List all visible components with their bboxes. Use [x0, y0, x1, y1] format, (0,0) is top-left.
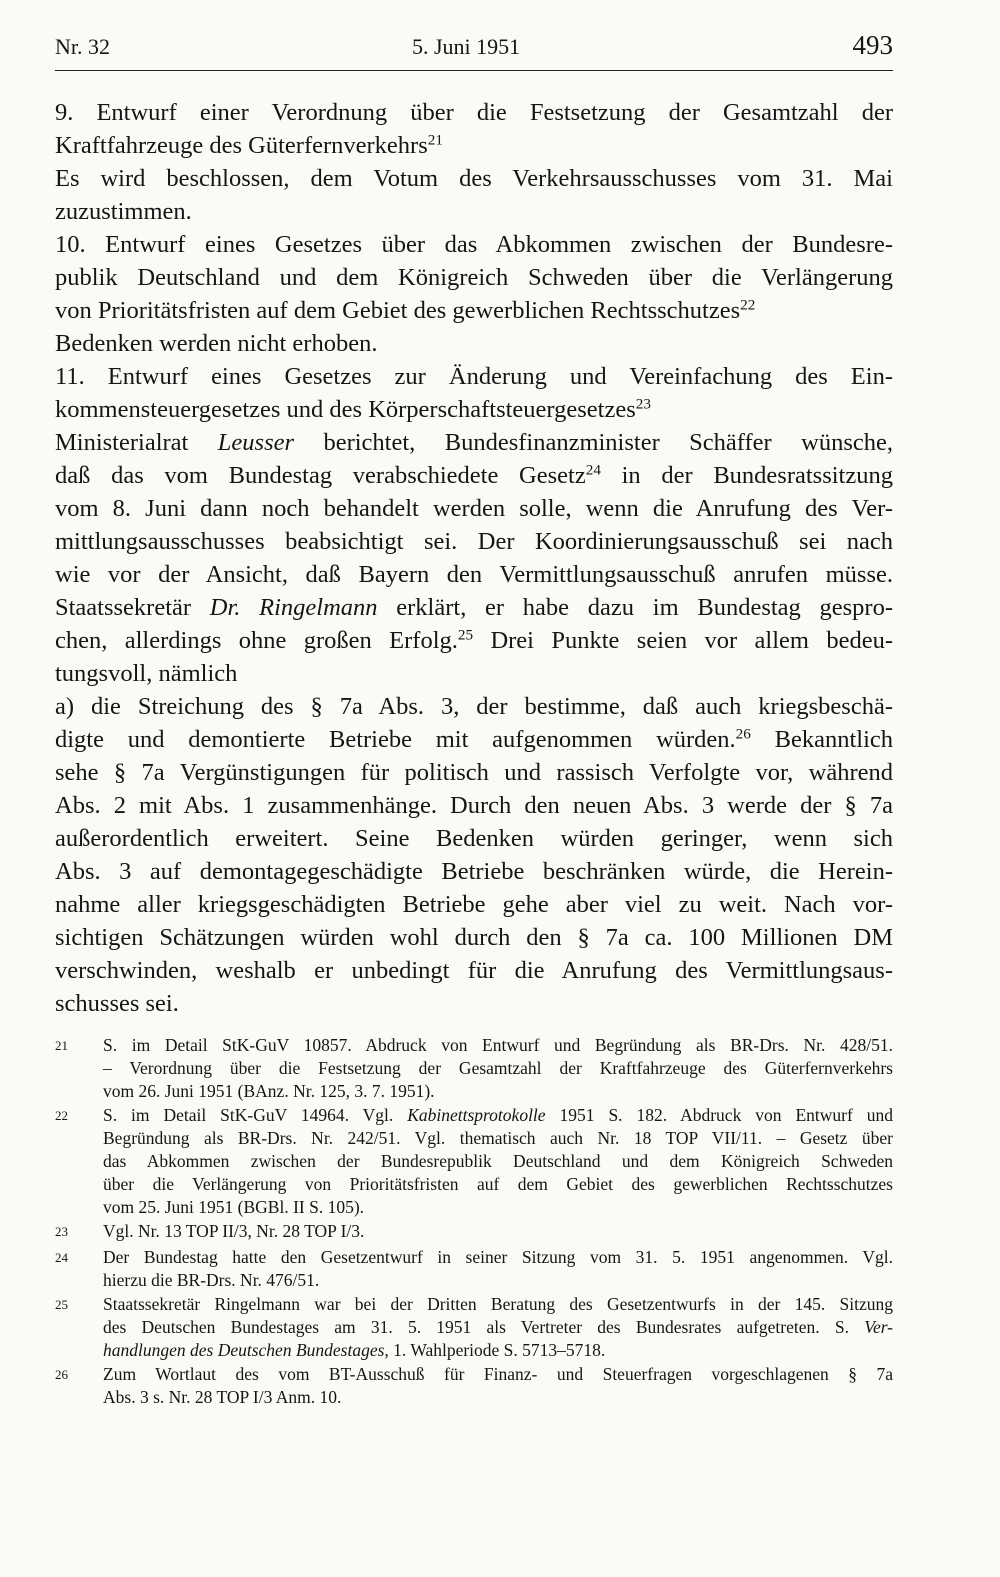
- text-line: schusses sei.: [55, 990, 179, 1017]
- footnote-number: 24: [55, 1250, 68, 1265]
- text-line: Abs. 3 auf demontagegeschädigte Betriebe beschränken würde, die Herein-: [55, 858, 893, 885]
- page-number: 493: [852, 30, 893, 60]
- text-line: mittlungsausschusses beabsichtigt sei. Der Koordinierungsausschuß sei nach: [55, 528, 893, 555]
- footnote-line: S. im Detail StK-GuV 10857. Abdruck von Entwurf und Begründung als BR-Drs. Nr. 428/51.: [103, 1035, 893, 1055]
- text-line: sehe § 7a Vergünstigungen für politisch und rassisch Verfolgte vor, während: [55, 759, 893, 786]
- text-line: Bedenken werden nicht erhoben.: [55, 330, 378, 357]
- text-line: Ministerialrat Leusser berichtet, Bundesfinanzminister Schäffer wünsche,: [55, 429, 893, 456]
- footnote-line: Begründung als BR-Drs. Nr. 242/51. Vgl. thematisch auch Nr. 18 TOP VII/11. – Gesetz über: [103, 1128, 893, 1148]
- page-header: [55, 30, 893, 74]
- text-line: nahme aller kriegsgeschädigten Betriebe gehe aber viel zu weit. Nach vor-: [55, 891, 893, 918]
- footnote-line: Abs. 3 s. Nr. 28 TOP I/3 Anm. 10.: [103, 1387, 342, 1407]
- text-line: digte und demontierte Betriebe mit aufgenommen würden.$^{26}$ Bekanntlich: [55, 725, 893, 753]
- text-line: verschwinden, weshalb er unbedingt für die Anrufung des Vermittlungsaus-: [55, 957, 893, 984]
- footnote-line: Vgl. Nr. 13 TOP II/3, Nr. 28 TOP I/3.: [103, 1221, 365, 1241]
- person-name: Leusser: [217, 429, 295, 456]
- footnote-line: S. im Detail StK-GuV 14964. Vgl. Kabinettsprotokolle 1951 S. 182. Abdruck von Entwurf und: [103, 1105, 893, 1125]
- text-line: sichtigen Schätzungen würden wohl durch den § 7a ca. 100 Millionen DM: [55, 924, 893, 951]
- text-line: 11. Entwurf eines Gesetzes zur Änderung und Vereinfachung des Ein-: [55, 363, 893, 390]
- text-line: zuzustimmen.: [55, 198, 192, 225]
- text-line: chen, allerdings ohne großen Erfolg.$^{25}$ Drei Punkte seien vor allem bedeu-: [55, 626, 893, 654]
- text-line: wie vor der Ansicht, daß Bayern den Vermittlungsausschuß anrufen müsse.: [55, 561, 893, 588]
- text-line: vom 8. Juni dann noch behandelt werden solle, wenn die Anrufung des Ver-: [55, 495, 893, 522]
- footnote-ref: 25: [457, 626, 474, 644]
- footnote-line: Staatssekretär Ringelmann war bei der Dritten Beratung des Gesetzentwurfs in der 145. Sitzung: [103, 1294, 893, 1314]
- footnote-line: hierzu die BR-Drs. Nr. 476/51.: [103, 1270, 320, 1290]
- person-name: Dr. Ringelmann: [209, 594, 378, 621]
- text-line: Abs. 2 mit Abs. 1 zusammenhänge. Durch den neuen Abs. 3 werde der § 7a: [55, 792, 893, 819]
- text-line: publik Deutschland und dem Königreich Schweden über die Verlängerung: [55, 264, 893, 291]
- footnote-ref: 23: [635, 395, 651, 413]
- text-line: daß das vom Bundestag verabschiedete Gesetz$^{24}$ in der Bundesratssitzung: [55, 461, 893, 489]
- text-line: außerordentlich erweitert. Seine Bedenken würden geringer, wenn sich: [55, 825, 893, 852]
- footnote-ref: 22: [740, 296, 756, 314]
- footnote-ref: 24: [585, 461, 601, 479]
- text-line: kommensteuergesetzes und des Körperschaftsteuergesetzes$^{23}$: [55, 395, 651, 423]
- footnote-line: – Verordnung über die Festsetzung der Gesamtzahl der Kraftfahrzeuge des Güterfernverkehrs: [103, 1058, 893, 1078]
- footnote-number: 21: [55, 1038, 68, 1053]
- text-line: tungsvoll, nämlich: [55, 660, 238, 687]
- footnote-number: 26: [55, 1367, 68, 1382]
- footnote-number: 22: [55, 1108, 68, 1123]
- text-line: Es wird beschlossen, dem Votum des Verkehrsausschusses vom 31. Mai: [55, 165, 893, 192]
- footnote-line: Der Bundestag hatte den Gesetzentwurf in seiner Sitzung vom 31. 5. 1951 angenommen. Vgl.: [103, 1247, 893, 1267]
- footnote-line: das Abkommen zwischen der Bundesrepublik Deutschland und dem Königreich Schweden: [103, 1151, 893, 1171]
- footnote-number: 23: [55, 1224, 68, 1239]
- text-line: von Prioritätsfristen auf dem Gebiet des gewerblichen Rechtsschutzes$^{22}$: [55, 296, 756, 324]
- footnote-line: über die Verlängerung von Prioritätsfristen auf dem Gebiet des gewerblichen Rechtsschutzes: [103, 1174, 893, 1194]
- text-line: 9. Entwurf einer Verordnung über die Festsetzung der Gesamtzahl der: [55, 99, 893, 126]
- footnote-line: handlungen des Deutschen Bundestages, 1. Wahlperiode S. 5713–5718.: [103, 1340, 606, 1360]
- header-rule: [55, 70, 893, 71]
- text-line: 10. Entwurf eines Gesetzes über das Abkommen zwischen der Bundesre-: [55, 231, 893, 258]
- meeting-date: 5. Juni 1951: [412, 34, 521, 59]
- text-line: Kraftfahrzeuge des Güterfernverkehrs$^{21}$: [55, 131, 443, 159]
- footnote-ref: 21: [427, 131, 443, 149]
- text-line: Staatssekretär Dr. Ringelmann erklärt, er habe dazu im Bundestag gespro-: [55, 594, 893, 621]
- footnote-line: Zum Wortlaut des vom BT-Ausschuß für Finanz- und Steuerfragen vorgeschlagenen § 7a: [103, 1364, 893, 1384]
- footnote-line: vom 26. Juni 1951 (BAnz. Nr. 125, 3. 7. 1951).: [103, 1081, 435, 1101]
- footnote-ref: 26: [735, 725, 751, 743]
- footnote-number: 25: [55, 1297, 68, 1312]
- text-line: a) die Streichung des § 7a Abs. 3, der bestimme, daß auch kriegsbeschä-: [55, 693, 893, 720]
- footnote-line: vom 25. Juni 1951 (BGBl. II S. 105).: [103, 1197, 365, 1217]
- issue-number: Nr. 32: [55, 34, 110, 59]
- footnote-line: des Deutschen Bundestages am 31. 5. 1951 als Vertreter des Bundesrates aufgetreten. S. Ver-: [103, 1317, 893, 1337]
